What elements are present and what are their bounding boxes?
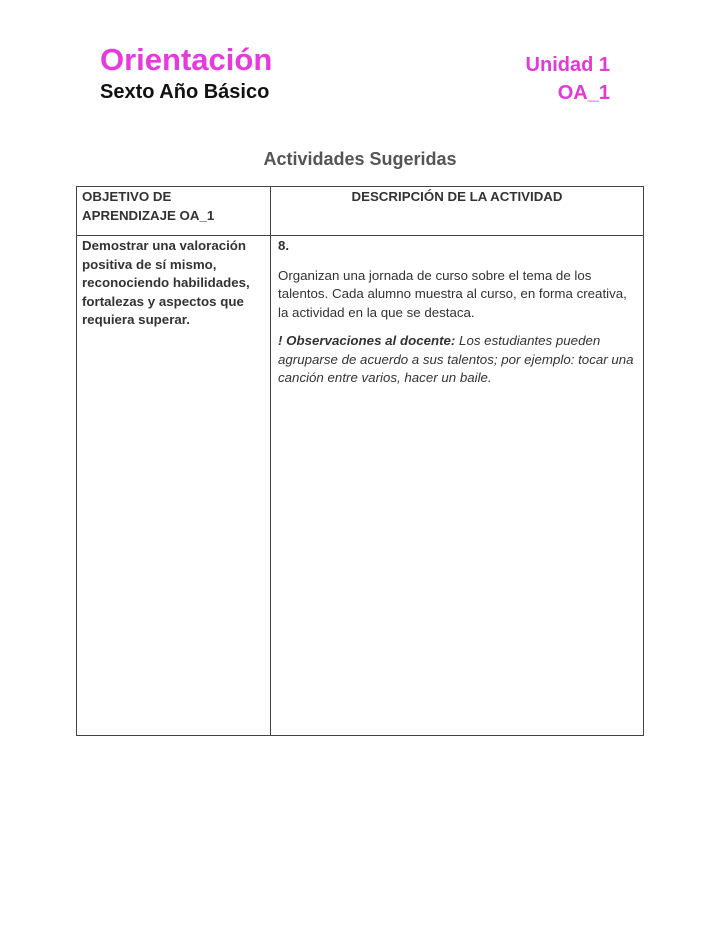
objective-cell (77, 236, 271, 736)
teacher-observation (278, 332, 636, 388)
grade-subtitle: Sexto Año Básico (100, 81, 270, 103)
objective-text: Demostrar una valoración positiva de sí mismo, reconociendo habilidades, fortalezas y aspectos que requiera superar. (82, 238, 250, 327)
table-header-row (77, 187, 644, 236)
oa-label: OA_1 (557, 82, 610, 104)
description-cell (271, 236, 644, 736)
activities-table (76, 186, 644, 736)
header-description: DESCRIPCIÓN DE LA ACTIVIDAD (271, 187, 644, 236)
activity-number: 8. (278, 238, 290, 253)
section-title: Actividades Sugeridas (263, 149, 457, 169)
activity-description: Organizan una jornada de curso sobre el tema de los talentos. Cada alumno muestra al curso, en forma creativa, la actividad en la que se destaca. (278, 267, 627, 320)
observation-text: Los estudiantes pueden agruparse de acuerdo a sus talentos; por ejemplo: tocar una canción entre varios, hacer un baile. (278, 333, 634, 385)
unit-label: Unidad 1 (525, 54, 610, 76)
header-objective: OBJETIVO DE APRENDIZAJE OA_1 (77, 187, 271, 236)
subject-title: Orientación (100, 42, 273, 77)
table-row (77, 236, 644, 736)
observation-label: ! Observaciones al docente: (278, 333, 456, 348)
